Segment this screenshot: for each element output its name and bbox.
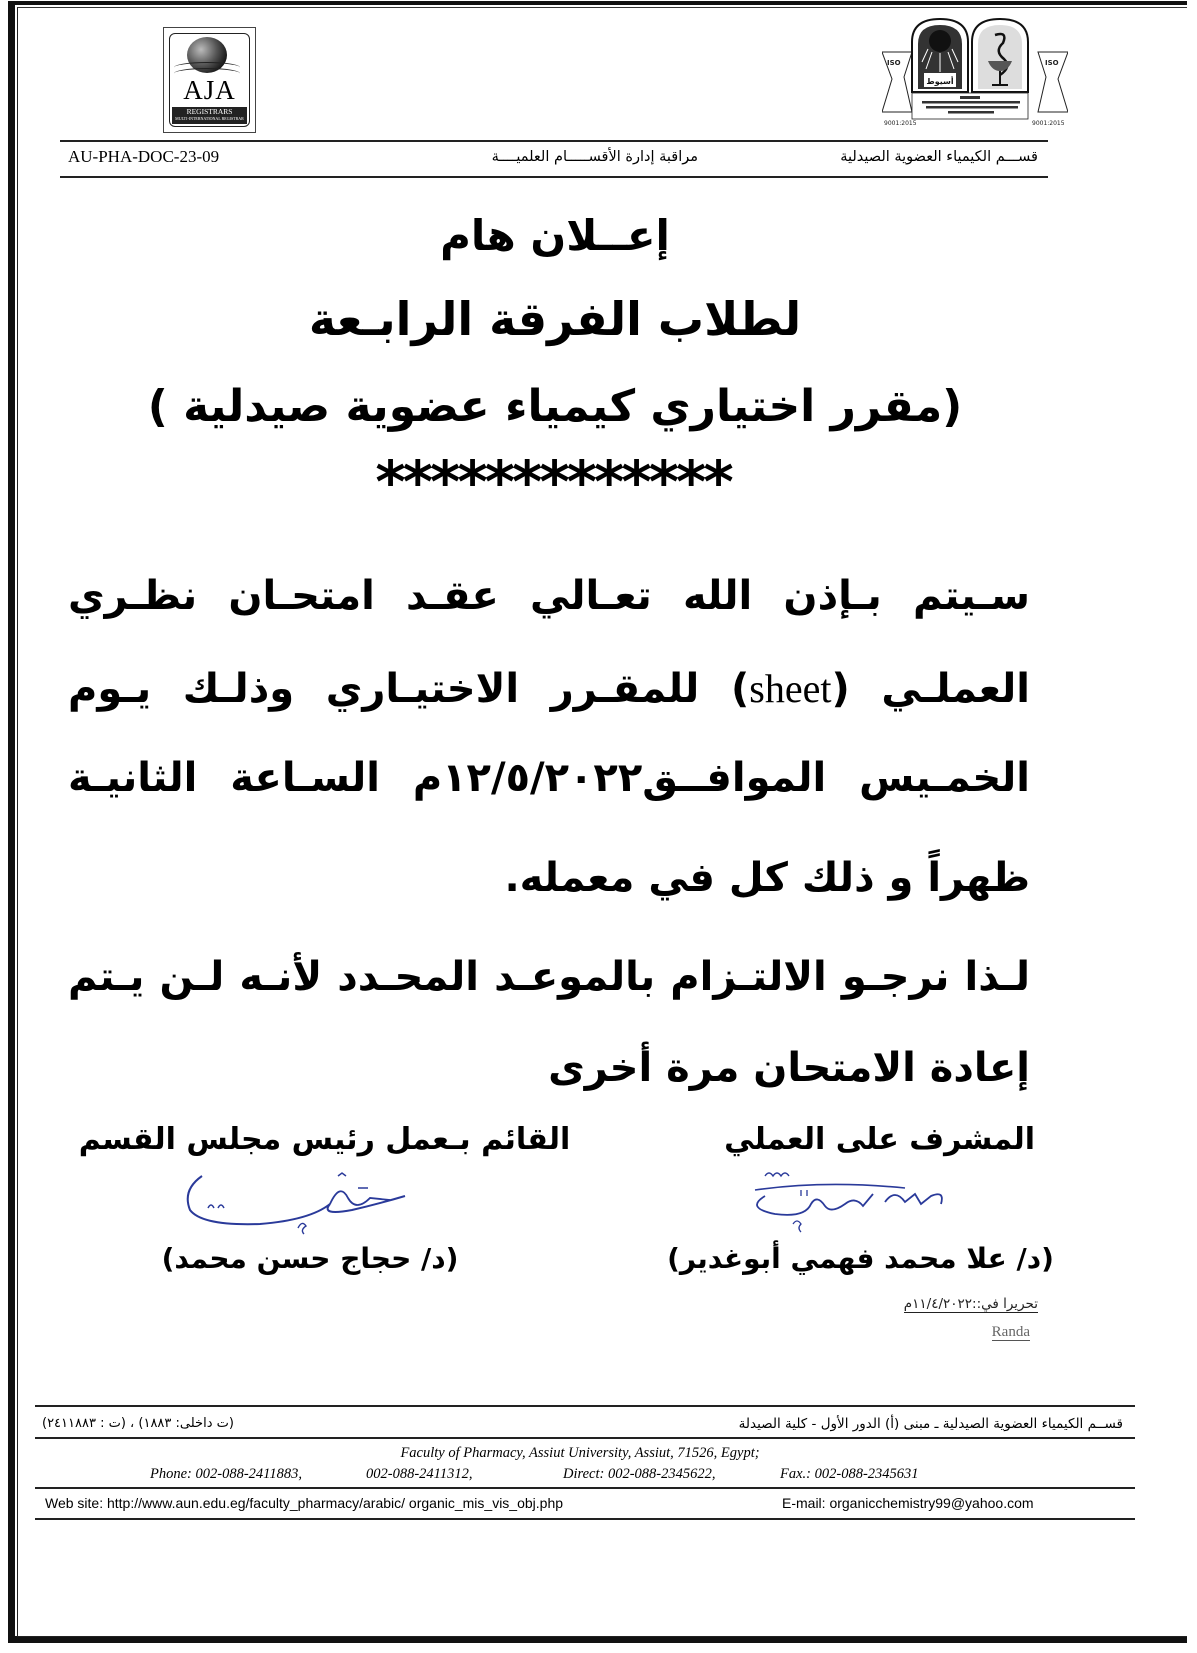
written-on-text: تحريرا في::١١/٤/٢٠٢٢م — [903, 1296, 1038, 1312]
announcement-title: إعــلان هام — [440, 211, 670, 260]
control-department-label: مراقبة إدارة الأقســـــام العلميــــة — [491, 149, 698, 165]
body-line-2-ar-left: ) للمقـرر الاختيـاري وذلـك يـوم — [68, 666, 750, 712]
svg-text:9001:2015: 9001:2015 — [1032, 120, 1065, 127]
body-line-2 — [68, 657, 1030, 721]
header-bottom-rule — [60, 176, 1048, 178]
announcement-audience: لطلاب الفرقة الرابـعة — [308, 292, 802, 346]
svg-text:ISO: ISO — [887, 59, 901, 67]
footer-direct: Direct: 002-088-2345622, — [563, 1466, 716, 1482]
typist-name — [960, 1322, 1030, 1342]
footer-fax: Fax.: 002-088-2345631 — [780, 1466, 919, 1482]
announcement-course: (مقرر اختياري كيمياء عضوية صيدلية ) — [147, 381, 963, 432]
handwritten-signature-left — [180, 1168, 420, 1238]
footer-rule-4 — [35, 1518, 1135, 1520]
footer-rule-2 — [35, 1437, 1135, 1439]
aja-logo-text: AJA — [183, 75, 236, 105]
footer-phones-arabic: (ت داخلى: ١٨٨٣) ، (ت : ٢٤١١٨٨٣) — [42, 1416, 234, 1431]
footer-phone: Phone: 002-088-2411883, — [150, 1466, 302, 1482]
footer-rule-3 — [35, 1487, 1135, 1489]
typist-text: Randa — [991, 1324, 1030, 1340]
written-on-date — [840, 1294, 1038, 1314]
department-label: قســـم الكيمياء العضوية الصيدلية — [840, 149, 1038, 165]
university-emblem-icon — [882, 17, 1068, 129]
footer-email[interactable]: E-mail: organicchemistry99@yahoo.com — [782, 1495, 1034, 1511]
acting-head-title: القائم بـعمل رئيس مجلس القسم — [78, 1122, 571, 1157]
aja-registrars-logo — [163, 27, 256, 133]
footer-address-arabic: قســم الكيمياء العضوية الصيدلية ـ مبنى (أ) الدور الأول - كلية الصيدلة — [738, 1416, 1123, 1432]
practical-supervisor-name: (د/ علا محمد فهمي أبوغدير) — [667, 1242, 1054, 1275]
registrars-bar — [172, 107, 247, 124]
header-top-rule — [60, 140, 1048, 142]
body-line-5: لـذا نرجـو الالتـزام بالموعـد المحـدد لأنـه لـن يـتم — [68, 954, 1030, 1000]
acting-head-name: (د/ حجاج حسن محمد) — [161, 1242, 459, 1275]
body-line-4: ظهراً و ذلك كل في معمله. — [504, 855, 1030, 901]
registrars-label: REGISTRARS — [186, 107, 233, 116]
assiut-university-pharmacy-logo — [882, 17, 1068, 129]
footer-website[interactable]: Web site: http://www.aun.edu.eg/faculty_pharmacy/arabic/ organic_mis_vis_obj.php — [45, 1495, 564, 1511]
registrars-tagline: MULTI-INTERNATIONAL REGISTRAR — [175, 116, 244, 121]
handwritten-signature-right — [745, 1168, 955, 1238]
document-code: AU-PHA-DOC-23-09 — [68, 147, 220, 166]
footer-address-english: Faculty of Pharmacy, Assiut University, Assiut, 71526, Egypt; — [400, 1445, 760, 1461]
svg-text:9001:2015: 9001:2015 — [884, 120, 917, 127]
body-line-3: الخمـيس الموافــق١٢/٥/٢٠٢٢م السـاعة الثانيـة — [68, 755, 1030, 801]
sheet-term: sheet — [749, 666, 832, 711]
signature-icon — [745, 1168, 955, 1238]
body-line-2-ar-right: العملـي ( — [831, 666, 1030, 712]
signature-icon — [180, 1168, 420, 1238]
body-line-1: سـيتم بـإذن الله تعـالي عقـد امتحـان نظـري — [68, 573, 1030, 619]
svg-text:أسيوط: أسيوط — [926, 77, 954, 86]
practical-supervisor-title: المشرف على العملي — [724, 1122, 1035, 1157]
body-line-6: إعادة الامتحان مرة أخرى — [548, 1045, 1030, 1091]
footer-phone-2: 002-088-2411312, — [366, 1466, 473, 1482]
footer-rule-1 — [35, 1405, 1135, 1407]
svg-text:ISO: ISO — [1045, 59, 1059, 67]
asterisk-separator: ************* — [375, 448, 731, 516]
